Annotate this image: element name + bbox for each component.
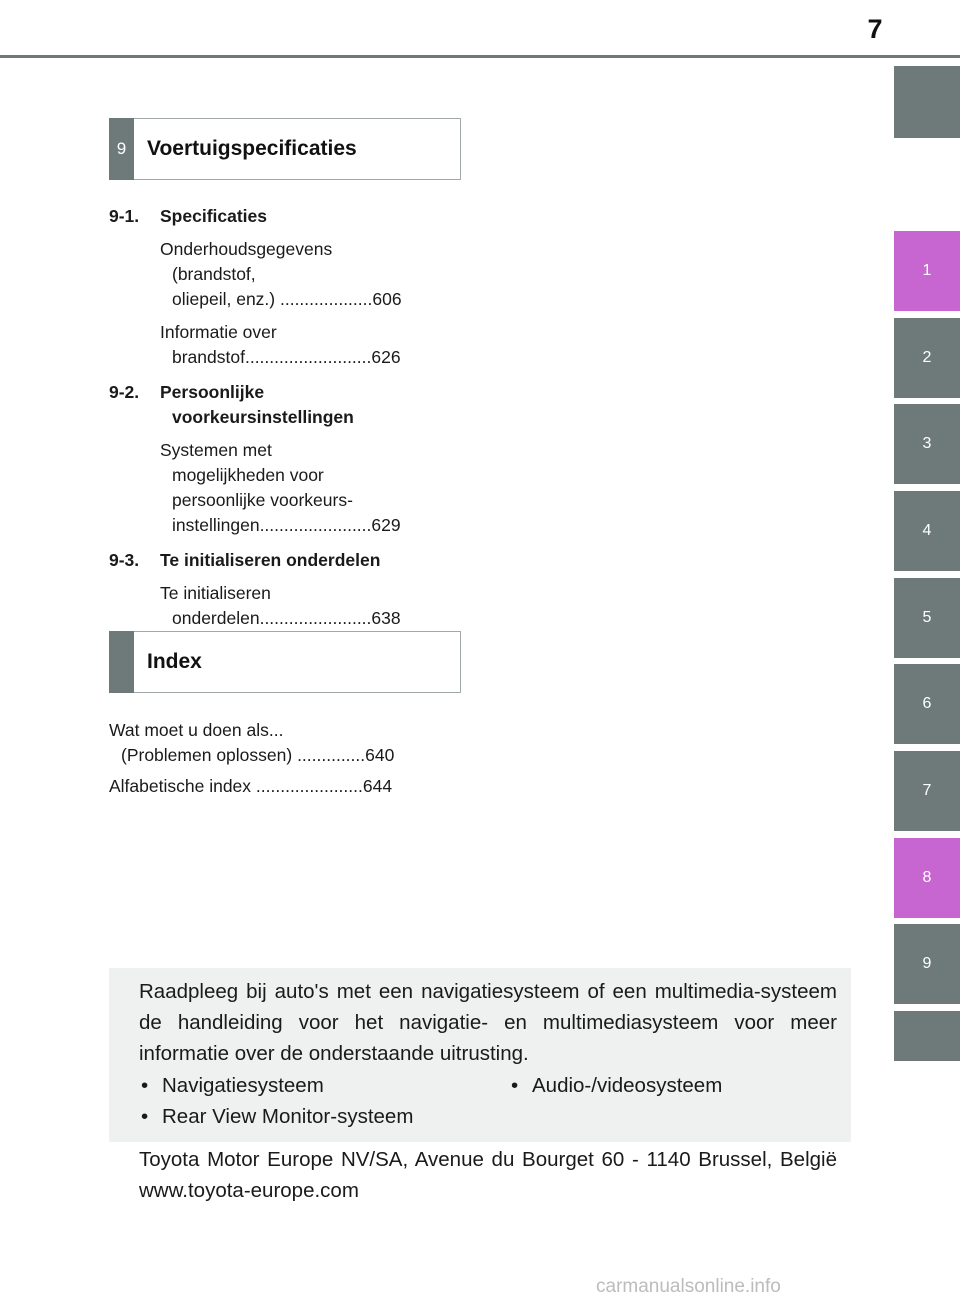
toc-code: 9-2. (109, 382, 140, 402)
toc-subentry-line: Onderhoudsgegevens (160, 239, 333, 259)
section-title: Voertuigspecificaties (147, 137, 357, 160)
toc-heading-line: Persoonlijke (160, 382, 265, 402)
section-header-9 (109, 118, 461, 180)
index-item-first-line: Wat moet u doen als... (109, 720, 284, 740)
toc-subentry-last-line (160, 513, 464, 538)
section-number-block (109, 631, 134, 693)
dot-leader: ....................... (259, 515, 372, 535)
toc-entry (109, 204, 464, 370)
chapter-tab-8[interactable]: 8 (894, 838, 960, 918)
dot-leader: ................... (279, 289, 373, 309)
toc-subentry (160, 320, 464, 370)
toc-subentry-line: Informatie over (160, 322, 277, 342)
toc-code: 9-3. (109, 550, 140, 570)
index-item (109, 774, 464, 799)
toc-subentry-last-line (160, 345, 464, 370)
toc-heading-line: Te initialiseren onderdelen (160, 550, 381, 570)
section-title: Index (147, 650, 202, 673)
index-item-last-line (109, 743, 464, 768)
dot-leader: .............. (297, 745, 366, 765)
chapter-tab-9[interactable]: 9 (894, 924, 960, 1004)
header-rule (0, 55, 960, 58)
toc-entry (109, 380, 464, 538)
toc-entry-text: oliepeil, enz.) (172, 289, 280, 309)
chapter-tab-4[interactable]: 4 (894, 491, 960, 571)
page-ref: 644 (362, 776, 393, 796)
toc-entry-text: brandstof (172, 347, 245, 367)
page-number: 7 (867, 14, 883, 44)
toc-subentry (160, 438, 464, 538)
publisher-address: Toyota Motor Europe NV/SA, Avenue du Bourget 60 - 1140 Brussel, België www.toyota-europe.com (139, 1148, 837, 1202)
bullet-glyph: • (141, 1074, 149, 1097)
chapter-tab-3[interactable]: 3 (894, 404, 960, 484)
section-header-index (109, 631, 461, 693)
bullet-item (141, 1101, 413, 1132)
toc-subentry (160, 237, 464, 312)
bullet-list-left (141, 1070, 413, 1132)
info-paragraph: Raadpleeg bij auto's met een navigatiesysteem of een multimedia-systeem de handleiding voor het navigatie- en multimediasysteem voor meer informatie over de onderstaande uitrusting. (139, 980, 837, 1065)
toc-heading (160, 380, 464, 430)
page-ref: 640 (365, 745, 395, 765)
bullet-glyph: • (141, 1105, 149, 1128)
toc-subentry-line: persoonlijke voorkeurs- (172, 490, 353, 510)
chapter-tab-2[interactable]: 2 (894, 318, 960, 398)
bullet-item (141, 1070, 413, 1101)
toc-section-9 (109, 204, 464, 641)
page-ref: 606 (372, 289, 402, 309)
toc-code: 9-1. (109, 206, 140, 226)
index-entry-text: (Problemen oplossen) (121, 745, 298, 765)
page-ref: 629 (371, 515, 401, 535)
bullet-item (511, 1070, 722, 1101)
chapter-tab-5[interactable]: 5 (894, 578, 960, 658)
toc-subentry-line: mogelijkheden voor (172, 465, 324, 485)
dot-leader: ....................... (259, 608, 372, 628)
dot-leader: ...................... (255, 776, 363, 796)
toc-entry-text: onderdelen (172, 608, 260, 628)
index-list (109, 718, 464, 805)
page-ref: 638 (371, 608, 401, 628)
toc-subentry-line: Te initialiseren (160, 583, 271, 603)
info-box (109, 968, 851, 1142)
section-number: 9 (109, 118, 134, 180)
dot-leader: .......................... (244, 347, 372, 367)
chapter-tab-blank-0[interactable] (894, 66, 960, 138)
page-ref: 626 (371, 347, 401, 367)
toc-subentry-line: Systemen met (160, 440, 272, 460)
toc-subentry-last-line (160, 606, 464, 631)
toc-heading-line: voorkeursinstellingen (172, 407, 354, 427)
index-entry-text: Alfabetische index (109, 776, 256, 796)
index-item-last-line (109, 776, 392, 796)
toc-subentry-line: (brandstof, (172, 264, 256, 284)
toc-heading (160, 204, 464, 229)
toc-heading-line: Specificaties (160, 206, 267, 226)
bullet-text: Audio-/videosysteem (532, 1074, 723, 1097)
bullet-glyph: • (511, 1074, 519, 1097)
watermark: carmanualsonline.info (596, 1276, 781, 1297)
bullet-text: Rear View Monitor-systeem (162, 1105, 414, 1128)
toc-subentry-last-line (160, 287, 464, 312)
toc-entry-text: instellingen (172, 515, 260, 535)
chapter-tab-blank-10[interactable] (894, 1011, 960, 1061)
toc-heading (160, 548, 464, 573)
bullet-list-right (511, 1070, 722, 1101)
toc-entry (109, 548, 464, 631)
chapter-tab-1[interactable]: 1 (894, 231, 960, 311)
index-item (109, 718, 464, 768)
chapter-tab-6[interactable]: 6 (894, 664, 960, 744)
toc-subentry (160, 581, 464, 631)
bullet-text: Navigatiesysteem (162, 1074, 324, 1097)
chapter-tab-7[interactable]: 7 (894, 751, 960, 831)
